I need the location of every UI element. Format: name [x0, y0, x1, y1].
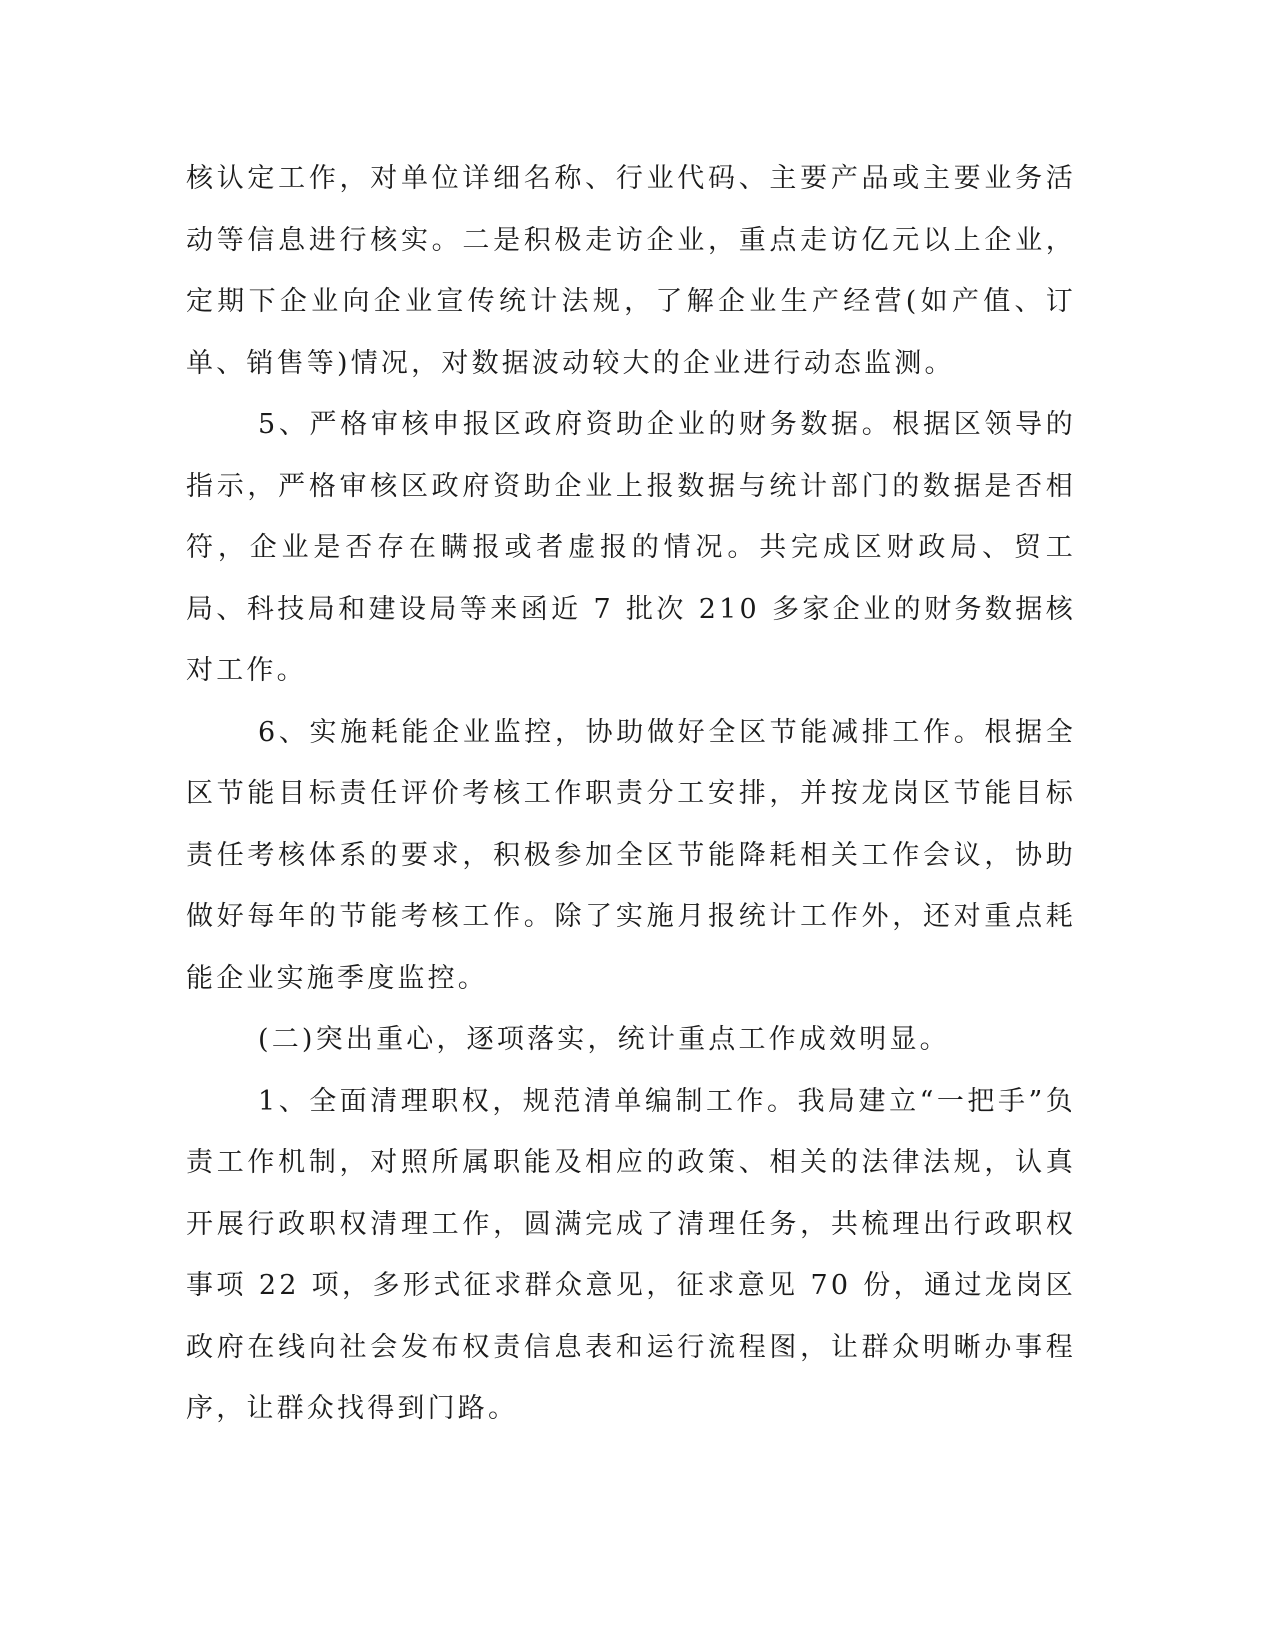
- paragraph-item-6: 6、实施耗能企业监控，协助做好全区节能减排工作。根据全区节能目标责任评价考核工作职责分工安排，并按龙岗区节能目标责任考核体系的要求，积极参加全区节能降耗相关工作会议，协助做好每年的节能考核工作。除了实施月报统计工作外，还对重点耗能企业实施季度监控。: [186, 716, 1076, 994]
- paragraph-item-5: 5、严格审核申报区政府资助企业的财务数据。根据区领导的指示，严格审核区政府资助企业上报数据与统计部门的数据是否相符，企业是否存在瞒报或者虚报的情况。共完成区财政局、贸工局、科技局和建设局等来函近 7 批次 210 多家企业的财务数据核对工作。: [186, 409, 1076, 686]
- section-heading-2: (二)突出重心，逐项落实，统计重点工作成效明显。: [258, 1024, 950, 1055]
- document-page: [186, 148, 1076, 1440]
- paragraph-item-1: 1、全面清理职权，规范清单编制工作。我局建立“一把手”负责工作机制，对照所属职能及相应的政策、相关的法律法规，认真开展行政职权清理工作，圆满完成了清理任务，共梳理出行政职权事项 22 项，多形式征求群众意见，征求意见 70 份，通过龙岗区政府在线向社会发布权责信息表和运行流程图，让群众明晰办事程序，让群众找得到门路。: [186, 1085, 1076, 1424]
- paragraph-continuation: 核认定工作，对单位详细名称、行业代码、主要产品或主要业务活动等信息进行核实。二是积极走访企业，重点走访亿元以上企业，定期下企业向企业宣传统计法规，了解企业生产经营(如产值、订单、销售等)情况，对数据波动较大的企业进行动态监测。: [186, 163, 1076, 379]
